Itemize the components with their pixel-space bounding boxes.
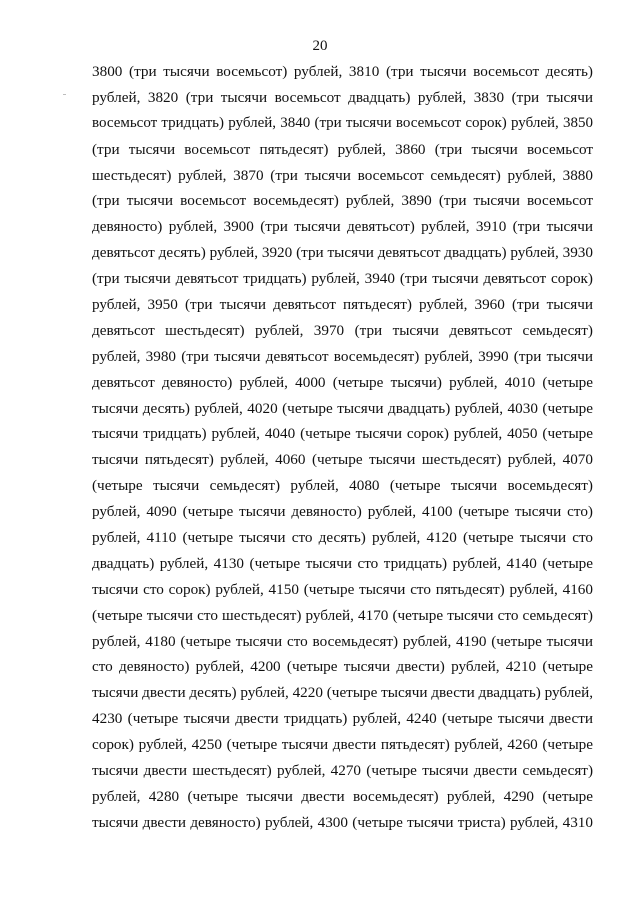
text-line: 3800 (три тысячи восемьсот) рублей, 3810 (три тысячи восемьсот десять) <box>92 63 593 80</box>
text-line: рублей, 3820 (три тысячи восемьсот двадцать) рублей, 3830 (три тысячи <box>92 88 593 106</box>
text-line: рублей, 4110 (четыре тысячи сто десять) рублей, 4120 (четыре тысячи сто <box>92 529 593 547</box>
text-line: восемьсот тридцать) рублей, 3840 (три тысячи восемьсот сорок) рублей, 3850 <box>92 114 593 131</box>
text-line: девятьсот шестьдесят) рублей, 3970 (три тысячи девятьсот семьдесят) <box>92 321 593 339</box>
text-line: рублей, 4280 (четыре тысячи двести восемьдесят) рублей, 4290 (четыре <box>92 787 593 805</box>
page-number: 20 <box>312 38 328 54</box>
text-line: рублей, 4090 (четыре тысячи девяносто) рублей, 4100 (четыре тысячи сто) <box>92 503 593 521</box>
text-line: рублей, 3980 (три тысячи девятьсот восемьдесят) рублей, 3990 (три тысячи <box>92 347 593 365</box>
text-line: тысячи сто сорок) рублей, 4150 (четыре тысячи сто пятьдесят) рублей, 4160 <box>92 580 593 598</box>
text-line: рублей, 3950 (три тысячи девятьсот пятьдесят) рублей, 3960 (три тысячи <box>92 296 593 314</box>
text-line: двадцать) рублей, 4130 (четыре тысячи сто тридцать) рублей, 4140 (четыре <box>92 554 593 572</box>
text-line: тысячи двести шестьдесят) рублей, 4270 (четыре тысячи двести семьдесят) <box>92 762 593 780</box>
text-line: (четыре тысячи семьдесят) рублей, 4080 (четыре тысячи восемьдесят) <box>92 477 593 495</box>
body-text <box>92 59 593 836</box>
text-line: (четыре тысячи сто шестьдесят) рублей, 4170 (четыре тысячи сто семьдесят) <box>92 606 593 624</box>
text-line: тысячи пятьдесят) рублей, 4060 (четыре тысячи шестьдесят) рублей, 4070 <box>92 451 593 469</box>
text-line: тысячи десять) рублей, 4020 (четыре тысячи двадцать) рублей, 4030 (четыре <box>92 399 593 417</box>
text-line: сорок) рублей, 4250 (четыре тысячи двести пятьдесят) рублей, 4260 (четыре <box>92 736 593 754</box>
text-line: девятьсот десять) рублей, 3920 (три тысячи девятьсот двадцать) рублей, 3930 <box>92 244 593 262</box>
scan-speck <box>63 94 66 95</box>
text-line: тысячи двести десять) рублей, 4220 (четыре тысячи двести двадцать) рублей, <box>92 684 593 702</box>
text-line: тысячи двести девяносто) рублей, 4300 (четыре тысячи триста) рублей, 4310 <box>92 813 593 831</box>
text-line: (три тысячи девятьсот тридцать) рублей, 3940 (три тысячи девятьсот сорок) <box>92 270 593 288</box>
text-line: (три тысячи восемьсот восемьдесят) рублей, 3890 (три тысячи восемьсот <box>92 192 593 210</box>
text-line: девяносто) рублей, 3900 (три тысячи девятьсот) рублей, 3910 (три тысячи <box>92 218 593 236</box>
text-line: девятьсот девяносто) рублей, 4000 (четыре тысячи) рублей, 4010 (четыре <box>92 373 593 391</box>
text-line: шестьдесят) рублей, 3870 (три тысячи восемьсот семьдесят) рублей, 3880 <box>92 166 593 184</box>
text-line: (три тысячи восемьсот пятьдесят) рублей, 3860 (три тысячи восемьсот <box>92 140 593 158</box>
text-line: рублей, 4180 (четыре тысячи сто восемьдесят) рублей, 4190 (четыре тысячи <box>92 632 593 650</box>
text-line: 4230 (четыре тысячи двести тридцать) рублей, 4240 (четыре тысячи двести <box>92 710 593 728</box>
text-line: тысячи тридцать) рублей, 4040 (четыре тысячи сорок) рублей, 4050 (четыре <box>92 425 593 443</box>
text-line: сто девяносто) рублей, 4200 (четыре тысячи двести) рублей, 4210 (четыре <box>92 658 593 676</box>
